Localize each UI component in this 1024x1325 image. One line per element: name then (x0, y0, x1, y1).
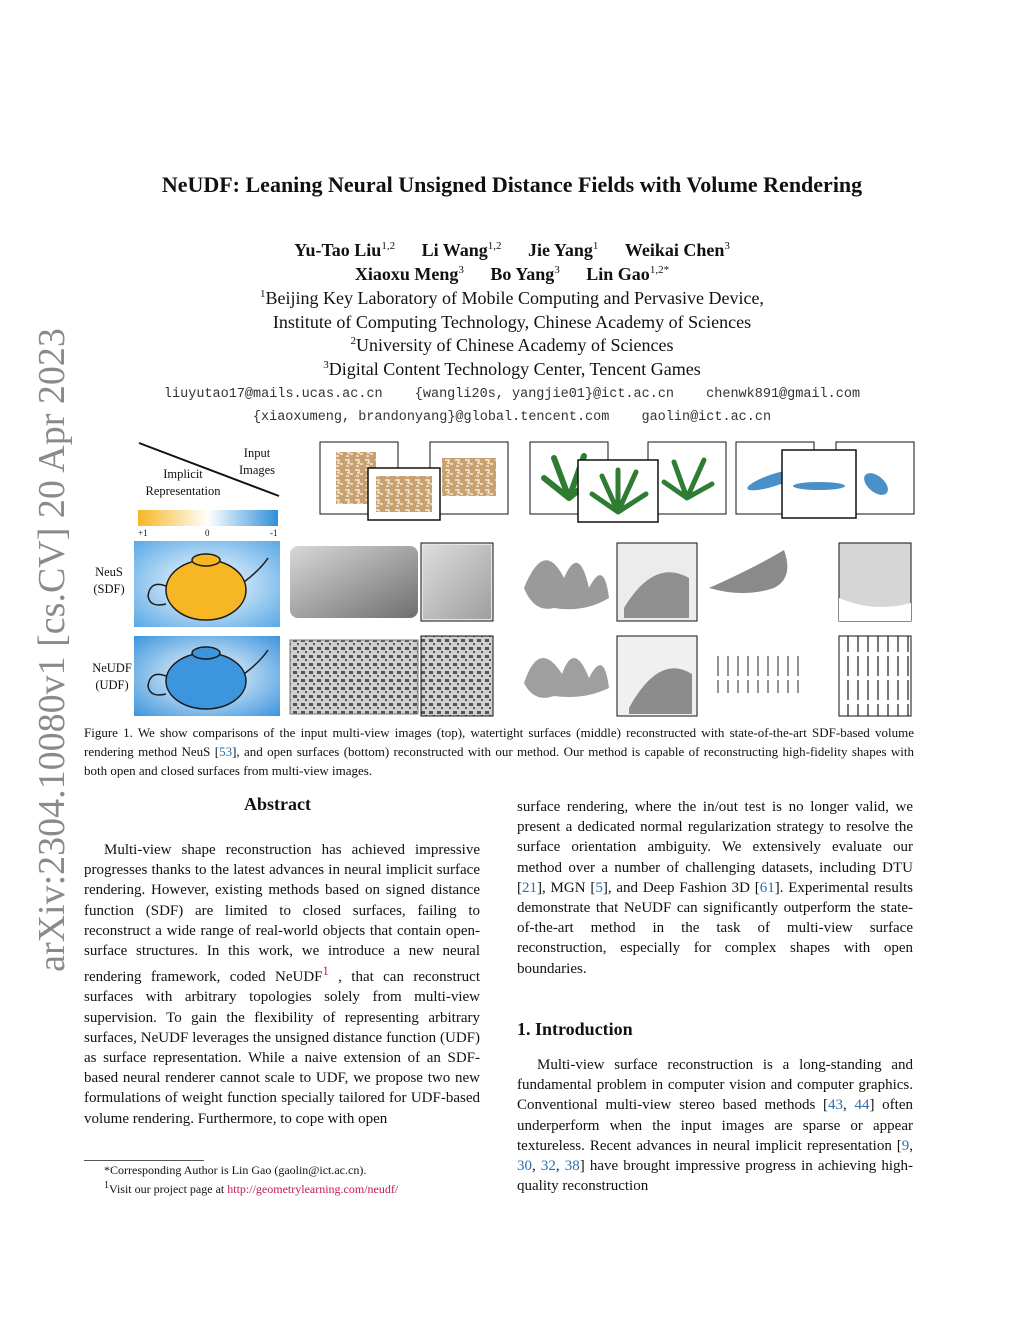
neudf-reconstructions (290, 636, 911, 716)
colorbar-tick: +1 (138, 528, 148, 538)
author: Bo Yang$^3$ (490, 264, 560, 284)
arxiv-identifier: arXiv:2304.10080v1 [cs.CV] 20 Apr 2023 (31, 328, 73, 972)
footnote-project-page: $^1$Visit our project page at http://geometrylearning.com/neudf/ (104, 1180, 399, 1196)
row-label-neus: NeuS (SDF) (93, 565, 125, 596)
input-images-plant (530, 442, 726, 522)
email: {xiaoxumeng, brandonyang}@global.tencent.com (252, 410, 610, 425)
row-label-neudf: NeUDF (UDF) (92, 661, 132, 692)
footnote-corresponding-author: *Corresponding Author is Lin Gao (gaolin@ict.ac.cn). (104, 1163, 367, 1177)
citation-link[interactable]: 43 (828, 1097, 843, 1114)
input-images-lantern (320, 442, 508, 520)
footnote-rule (84, 1160, 204, 1161)
paper-title: NeUDF: Leaning Neural Unsigned Distance Fields with Volume Rendering (161, 172, 863, 197)
author: Lin Gao$^{1,2*}$ (586, 264, 670, 284)
figure-1 (84, 438, 924, 718)
citation-link[interactable]: 5 (595, 879, 603, 896)
author: Li Wang$^{1,2}$ (421, 240, 502, 260)
header-implicit-representation: Implicit Representation (145, 467, 221, 498)
introduction-text: Multi-view surface reconstruction is a long-standing and fundamental problem in computer vision and computer graphics. Conventional multi-view stereo based methods [43, 44] often underperform when the input images are sparse or appear textureless. Recent advances in neural implicit representation [9, 30, 32, 38] have brought impressive progress in achieving high-quality reconstruction (517, 1057, 914, 1195)
citation-link[interactable]: 53 (219, 744, 233, 759)
email: chenwk891@gmail.com (706, 387, 861, 402)
email: gaolin@ict.ac.cn (641, 410, 772, 425)
colorbar-tick: 0 (205, 528, 210, 538)
author: Yu-Tao Liu$^{1,2}$ (294, 240, 396, 260)
citation-link[interactable]: 44 (854, 1097, 870, 1114)
footnote-marker[interactable]: 1 (322, 964, 329, 979)
citation-link[interactable]: 32 (540, 1158, 556, 1175)
colorbar (138, 510, 278, 526)
emails-line-1 (0, 387, 1024, 402)
affiliation: $^1$Beijing Key Laboratory of Mobile Computing and Pervasive Device, (260, 288, 764, 308)
email: liuyutao17@mails.ucas.ac.cn (163, 387, 383, 402)
colorbar-tick: -1 (270, 528, 278, 538)
affiliation: $^3$Digital Content Technology Center, Tencent Games (323, 359, 701, 379)
footnotes (84, 1163, 484, 1197)
abstract-left-column: Multi-view shape reconstruction has achieved impressive progresses thanks to the latest advances in neural implicit surface rendering. However, existing methods based on signed distance function (SDF) are limited to closed surfaces, failing to reconstruct a wide range of real-world objects that contain open-surface structures. In this work, we introduce a new neural rendering framework, coded NeUDF$^1$ , that can reconstruct surfaces with arbitrary topologies solely from multi-view supervision. To gain the flexibility of representing arbitrary surfaces, NeUDF leverages the unsigned distance function (UDF) as surface representation. While a naive extension of an SDF-based neural renderer cannot scale to UDF, we propose two new formulations of weight function specially tailored for UDF-based volume rendering. Furthermore, to cope with open (84, 842, 480, 1127)
citation-link[interactable]: 30 (517, 1158, 532, 1175)
author: Weikai Chen$^3$ (624, 240, 730, 260)
introduction-heading: 1. Introduction (517, 1019, 633, 1039)
author: Jie Yang$^1$ (528, 240, 599, 260)
input-images-fish (736, 442, 914, 518)
header-input-images: Input Images (238, 446, 276, 477)
citation-link[interactable]: 21 (522, 879, 537, 896)
authors-line-2 (0, 264, 1024, 285)
abstract-heading: Abstract (244, 794, 311, 814)
project-page-link[interactable]: http://geometrylearning.com/neudf/ (227, 1182, 399, 1196)
neus-reconstructions (290, 543, 911, 621)
affiliation: $^2$University of Chinese Academy of Sciences (350, 335, 674, 355)
abstract-right-column: surface rendering, where the in/out test is no longer valid, we present a dedicated normal regularization strategy to resolve the surface orientation ambiguity. We extensively evaluate our method over a number of challenging datasets, including DTU [21], MGN [5], and Deep Fashion 3D [61]. Experimental results demonstrate that NeUDF can significantly outperform the state-of-the-art method in the task of multi-view surface reconstruction, especially for complex shapes with open boundaries. (517, 799, 913, 977)
authors-line-1 (0, 240, 1024, 261)
affiliation: Institute of Computing Technology, Chinese Academy of Sciences (272, 312, 752, 332)
citation-link[interactable]: 9 (901, 1137, 910, 1154)
citation-link[interactable]: 61 (759, 879, 775, 896)
author: Xiaoxu Meng$^3$ (354, 264, 464, 284)
emails-line-2 (0, 410, 1024, 425)
citation-link[interactable]: 38 (564, 1158, 580, 1175)
email: {wangli20s, yangjie01}@ict.ac.cn (414, 387, 675, 402)
figure-1-caption: Figure 1. We show comparisons of the input multi-view images (top), watertight surfaces (middle) reconstructed with state-of-the-art SDF-based volume rendering method NeuS [53], and open surfaces (bottom) reconstructed with our method. Our method is capable of reconstructing high-fidelity shapes with both open and closed surfaces from multi-view images. (84, 725, 914, 778)
